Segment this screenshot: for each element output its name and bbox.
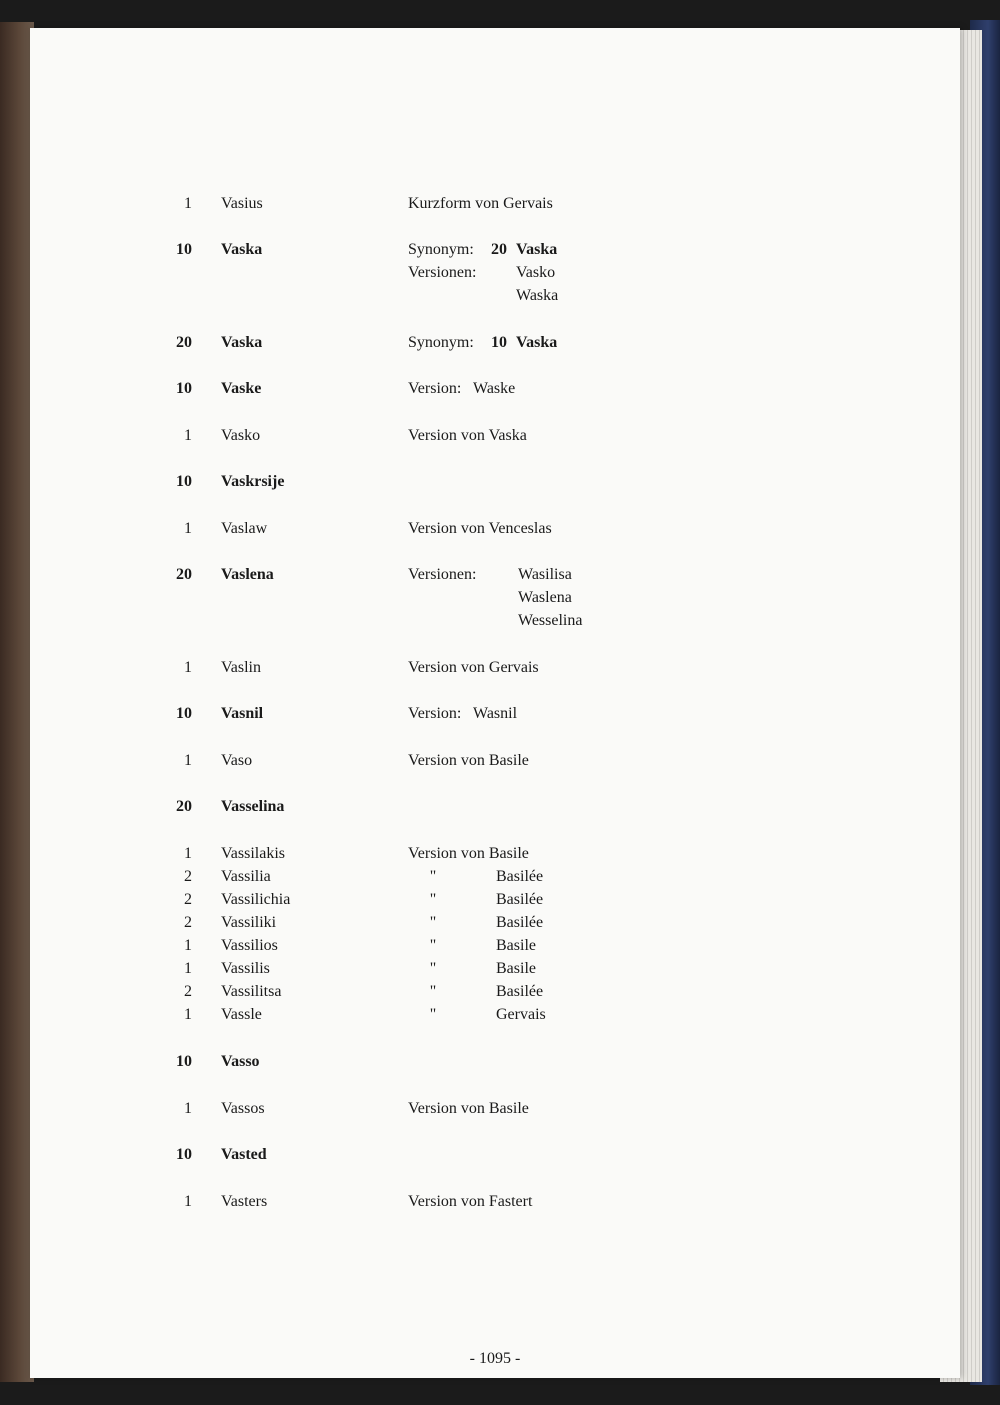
entry-name: Vaslena [221,566,274,583]
entry-name: Vaska [221,241,263,258]
entry-name: Vassilis [221,960,270,977]
frequency-code: 1 [184,659,192,676]
ditto-mark: " [429,1006,437,1023]
entry-line [30,888,960,911]
entry-value: Gervais [496,1006,546,1023]
entry-description: Version von Venceslas [408,520,552,537]
name-entry [30,563,960,632]
frequency-code: 10 [176,380,192,397]
name-entry [30,517,960,540]
entry-line [30,470,960,493]
frequency-code: 2 [184,868,192,885]
entry-description: Version von Basile [408,845,529,862]
name-entry [30,1190,960,1213]
entry-description: Version von Vaska [408,427,527,444]
entry-description: Versionen: [408,566,477,583]
entry-name: Vaske [221,380,262,397]
name-entry [30,238,960,307]
entry-value: Wasilisa [518,566,572,583]
frequency-code: 2 [184,914,192,931]
frequency-code: 1 [184,1193,192,1210]
frequency-code: 20 [176,334,192,351]
entry-name: Vasius [221,195,263,212]
frequency-code: 20 [176,566,192,583]
entry-name: Vasselina [221,798,285,815]
entry-line [30,702,960,725]
entry-line [30,865,960,888]
entry-line [30,609,960,632]
entry-line [30,795,960,818]
name-entry [30,1050,960,1073]
entry-name: Vasnil [221,705,264,722]
entry-line [30,1190,960,1213]
entry-value: Waske [473,380,516,397]
entry-description: Synonym: [408,241,474,258]
synonym-code: 20 [491,241,507,258]
entry-name: Vaskrsije [221,473,285,490]
name-entry [30,377,960,400]
name-entry [30,1003,960,1026]
entry-description: Version von Basile [408,752,529,769]
entry-description: Kurzform von Gervais [408,195,553,212]
frequency-code: 1 [184,752,192,769]
ditto-mark: " [429,891,437,908]
entry-line [30,424,960,447]
entry-value: Wasnil [473,705,518,722]
entry-name: Vassilichia [221,891,291,908]
name-entry [30,424,960,447]
entry-line [30,284,960,307]
frequency-code: 1 [184,937,192,954]
ditto-mark: " [429,914,437,931]
entry-value: Basilée [496,983,544,1000]
book-page [30,28,960,1378]
entry-line [30,1143,960,1166]
frequency-code: 1 [184,1100,192,1117]
entry-name: Vasters [221,1193,268,1210]
entry-description: Versionen: [408,264,477,281]
ditto-mark: " [429,868,437,885]
book-cover-left [0,22,34,1382]
entry-line [30,331,960,354]
name-entry [30,888,960,911]
name-entry [30,1143,960,1166]
name-entry [30,865,960,888]
entry-name: Vassilios [221,937,278,954]
entry-line [30,656,960,679]
frequency-code: 1 [184,520,192,537]
entry-name: Vaslaw [221,520,268,537]
entry-name: Vaso [221,752,253,769]
entry-name: Vassilakis [221,845,285,862]
entry-name: Vassiliki [221,914,277,931]
entry-value: Basile [496,960,536,977]
entry-line [30,1003,960,1026]
entry-name: Vasted [221,1146,267,1163]
entry-line [30,1097,960,1120]
entry-name: Vasko [221,427,261,444]
entry-line [30,192,960,215]
entry-description: Synonym: [408,334,474,351]
entry-line [30,842,960,865]
entry-value: Vaska [516,241,558,258]
entry-value: Basile [496,937,536,954]
entry-line [30,957,960,980]
frequency-code: 10 [176,705,192,722]
frequency-code: 1 [184,427,192,444]
ditto-mark: " [429,937,437,954]
entry-line [30,517,960,540]
entry-name: Vaska [221,334,263,351]
entry-value: Basilée [496,891,544,908]
entry-line [30,261,960,284]
entry-description: Version: [408,705,462,722]
name-entry [30,470,960,493]
name-entry [30,911,960,934]
name-entry [30,795,960,818]
entry-line [30,749,960,772]
name-entry [30,749,960,772]
entry-line [30,238,960,261]
entry-name: Vassle [221,1006,262,1023]
entry-line [30,911,960,934]
name-entry [30,980,960,1003]
synonym-code: 10 [491,334,507,351]
name-entry [30,702,960,725]
entry-description: Version von Fastert [408,1193,533,1210]
entry-line [30,934,960,957]
entry-description: Version von Gervais [408,659,539,676]
entry-name: Vassos [221,1100,265,1117]
ditto-mark: " [429,983,437,1000]
entry-line [30,1050,960,1073]
frequency-code: 2 [184,983,192,1000]
frequency-code: 10 [176,1146,192,1163]
frequency-code: 1 [184,960,192,977]
entry-line [30,980,960,1003]
entry-value: Vasko [516,264,556,281]
name-entry [30,1097,960,1120]
frequency-code: 10 [176,473,192,490]
ditto-mark: " [429,960,437,977]
frequency-code: 2 [184,891,192,908]
page-number: - 1095 - [469,1350,521,1367]
entry-value: Waska [516,287,559,304]
entry-description: Version von Basile [408,1100,529,1117]
entry-line [30,563,960,586]
entry-name: Vaslin [221,659,261,676]
frequency-code: 1 [184,1006,192,1023]
name-entry [30,957,960,980]
frequency-code: 20 [176,798,192,815]
entry-name: Vasso [221,1053,260,1070]
name-entry [30,842,960,865]
name-entry [30,656,960,679]
frequency-code: 10 [176,241,192,258]
frequency-code: 1 [184,845,192,862]
entry-name: Vassilia [221,868,271,885]
entry-description: Version: [408,380,462,397]
name-entry [30,934,960,957]
entry-value: Basilée [496,914,544,931]
entry-value: Wesselina [518,612,583,629]
entry-line [30,377,960,400]
entry-line [30,586,960,609]
entry-value: Basilée [496,868,544,885]
entry-value: Vaska [516,334,558,351]
frequency-code: 1 [184,195,192,212]
entry-name: Vassilitsa [221,983,282,1000]
entry-value: Waslena [518,589,572,606]
frequency-code: 10 [176,1053,192,1070]
name-entry [30,192,960,215]
name-entry [30,331,960,354]
